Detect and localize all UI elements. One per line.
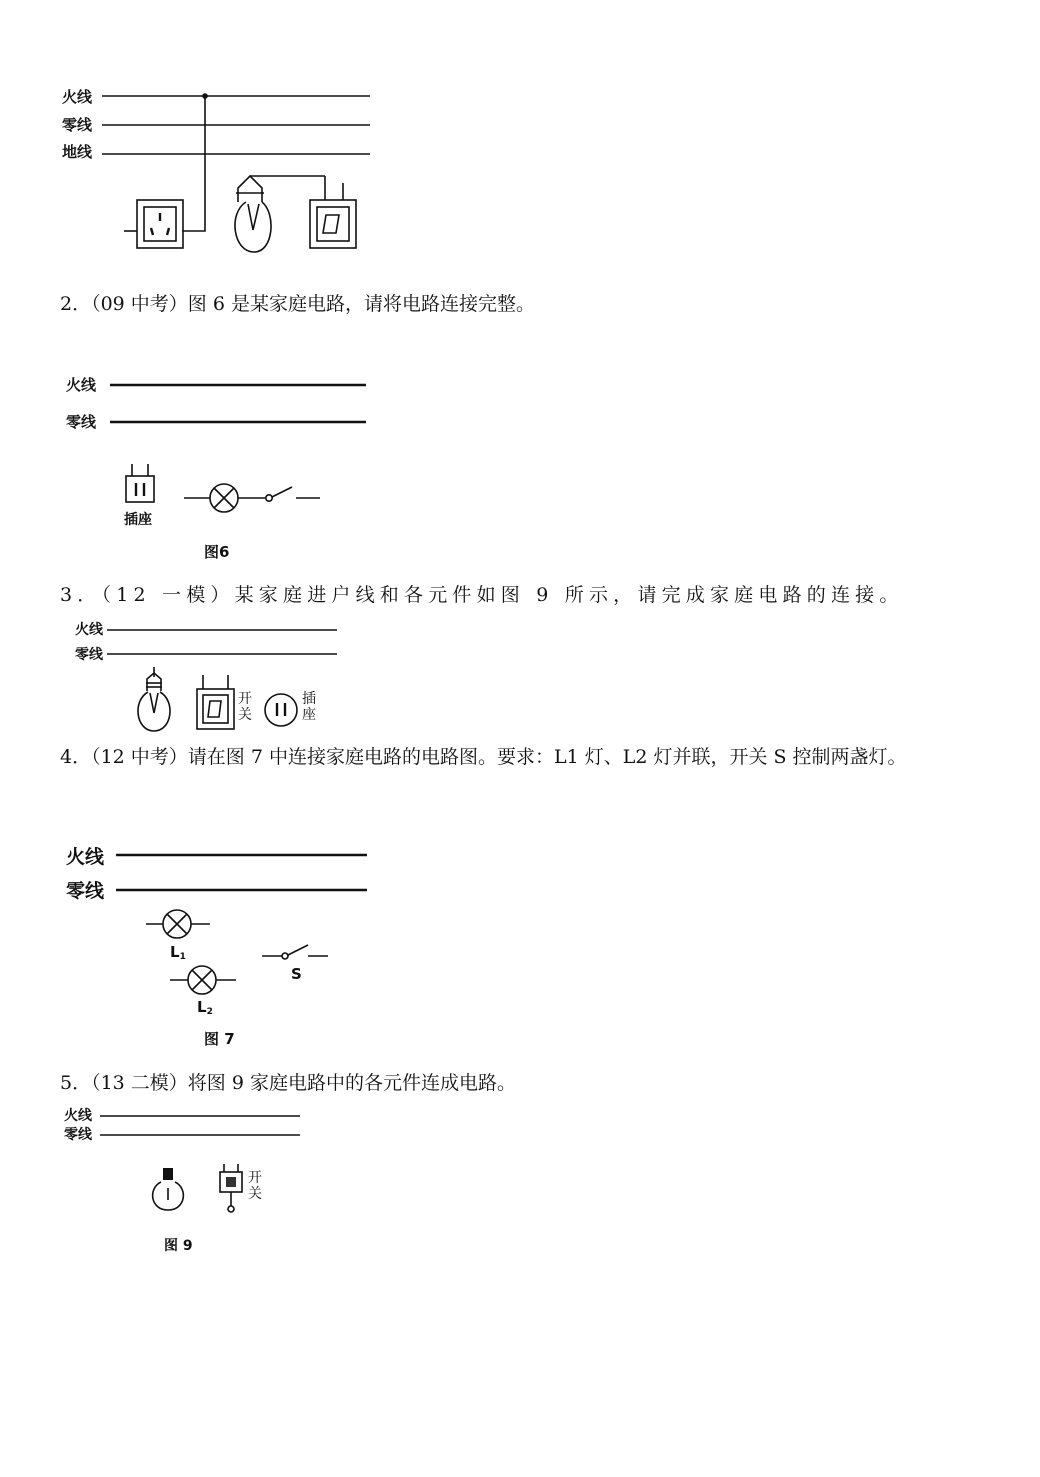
live-wire-label: 火线 — [66, 376, 97, 394]
live-wire-label: 火线 — [75, 622, 103, 638]
wall-switch-icon — [310, 183, 356, 248]
switch-label-2: 关 — [248, 1186, 262, 1202]
bulb-icon — [138, 667, 170, 731]
switch-s-label: S — [291, 965, 302, 983]
neutral-wire-label: 零线 — [64, 1127, 92, 1143]
neutral-wire-label: 零线 — [75, 647, 103, 663]
figure-caption: 图6 — [204, 543, 230, 561]
live-wire-label: 火线 — [62, 88, 93, 106]
neutral-wire-label: 零线 — [66, 880, 105, 902]
wall-switch-icon — [197, 675, 234, 729]
figure-9-circuit-q5 — [60, 1102, 320, 1262]
switch-label-2: 关 — [238, 707, 252, 723]
lamp-l2-label: L2 — [197, 998, 213, 1017]
figure-7-circuit — [60, 835, 390, 1055]
question-5-text: 5．（13 二模）将图 9 家庭电路中的各元件连成电路。 — [60, 1072, 516, 1094]
lamp-symbol-icon — [184, 484, 265, 512]
neutral-wire-label: 零线 — [66, 413, 97, 431]
live-wire-label: 火线 — [66, 846, 105, 868]
bulb-icon — [153, 1168, 184, 1210]
socket-label-1: 插 — [302, 691, 316, 707]
lamp-l2-icon — [170, 966, 236, 994]
lamp-l1-label: L1 — [170, 943, 186, 962]
figure-1-circuit — [60, 80, 390, 270]
figure-caption: 图 7 — [204, 1030, 235, 1048]
switch-label-1: 开 — [248, 1170, 262, 1186]
socket-icon — [126, 464, 154, 502]
switch-s-icon — [262, 945, 328, 959]
question-4-text: 4．（12 中考）请在图 7 中连接家庭电路的电路图。要求：L1 灯、L2 灯并联，开关 S 控制两盏灯。 — [60, 746, 907, 768]
figure-9-circuit — [60, 615, 360, 740]
connection-wire — [182, 96, 205, 231]
three-pin-socket-icon — [124, 200, 183, 248]
question-3-text: 3．（12 一模）某家庭进户线和各元件如图 9 所示，请完成家庭电路的连接。 — [60, 584, 904, 606]
socket-label-2: 座 — [302, 707, 316, 723]
figure-caption: 图 9 — [164, 1238, 193, 1254]
socket-icon — [265, 694, 297, 726]
figure-6-circuit — [60, 370, 390, 565]
ground-wire-label: 地线 — [62, 143, 93, 161]
lamp-l1-icon — [146, 910, 210, 938]
question-2-text: 2．（09 中考）图 6 是某家庭电路，请将电路连接完整。 — [60, 293, 535, 315]
neutral-wire-label: 零线 — [62, 116, 93, 134]
bulb-icon — [235, 176, 325, 252]
socket-label: 插座 — [124, 512, 152, 528]
live-wire-label: 火线 — [64, 1108, 92, 1124]
switch-symbol-icon — [266, 487, 320, 501]
switch-label-1: 开 — [238, 691, 252, 707]
switch-icon — [220, 1164, 242, 1212]
